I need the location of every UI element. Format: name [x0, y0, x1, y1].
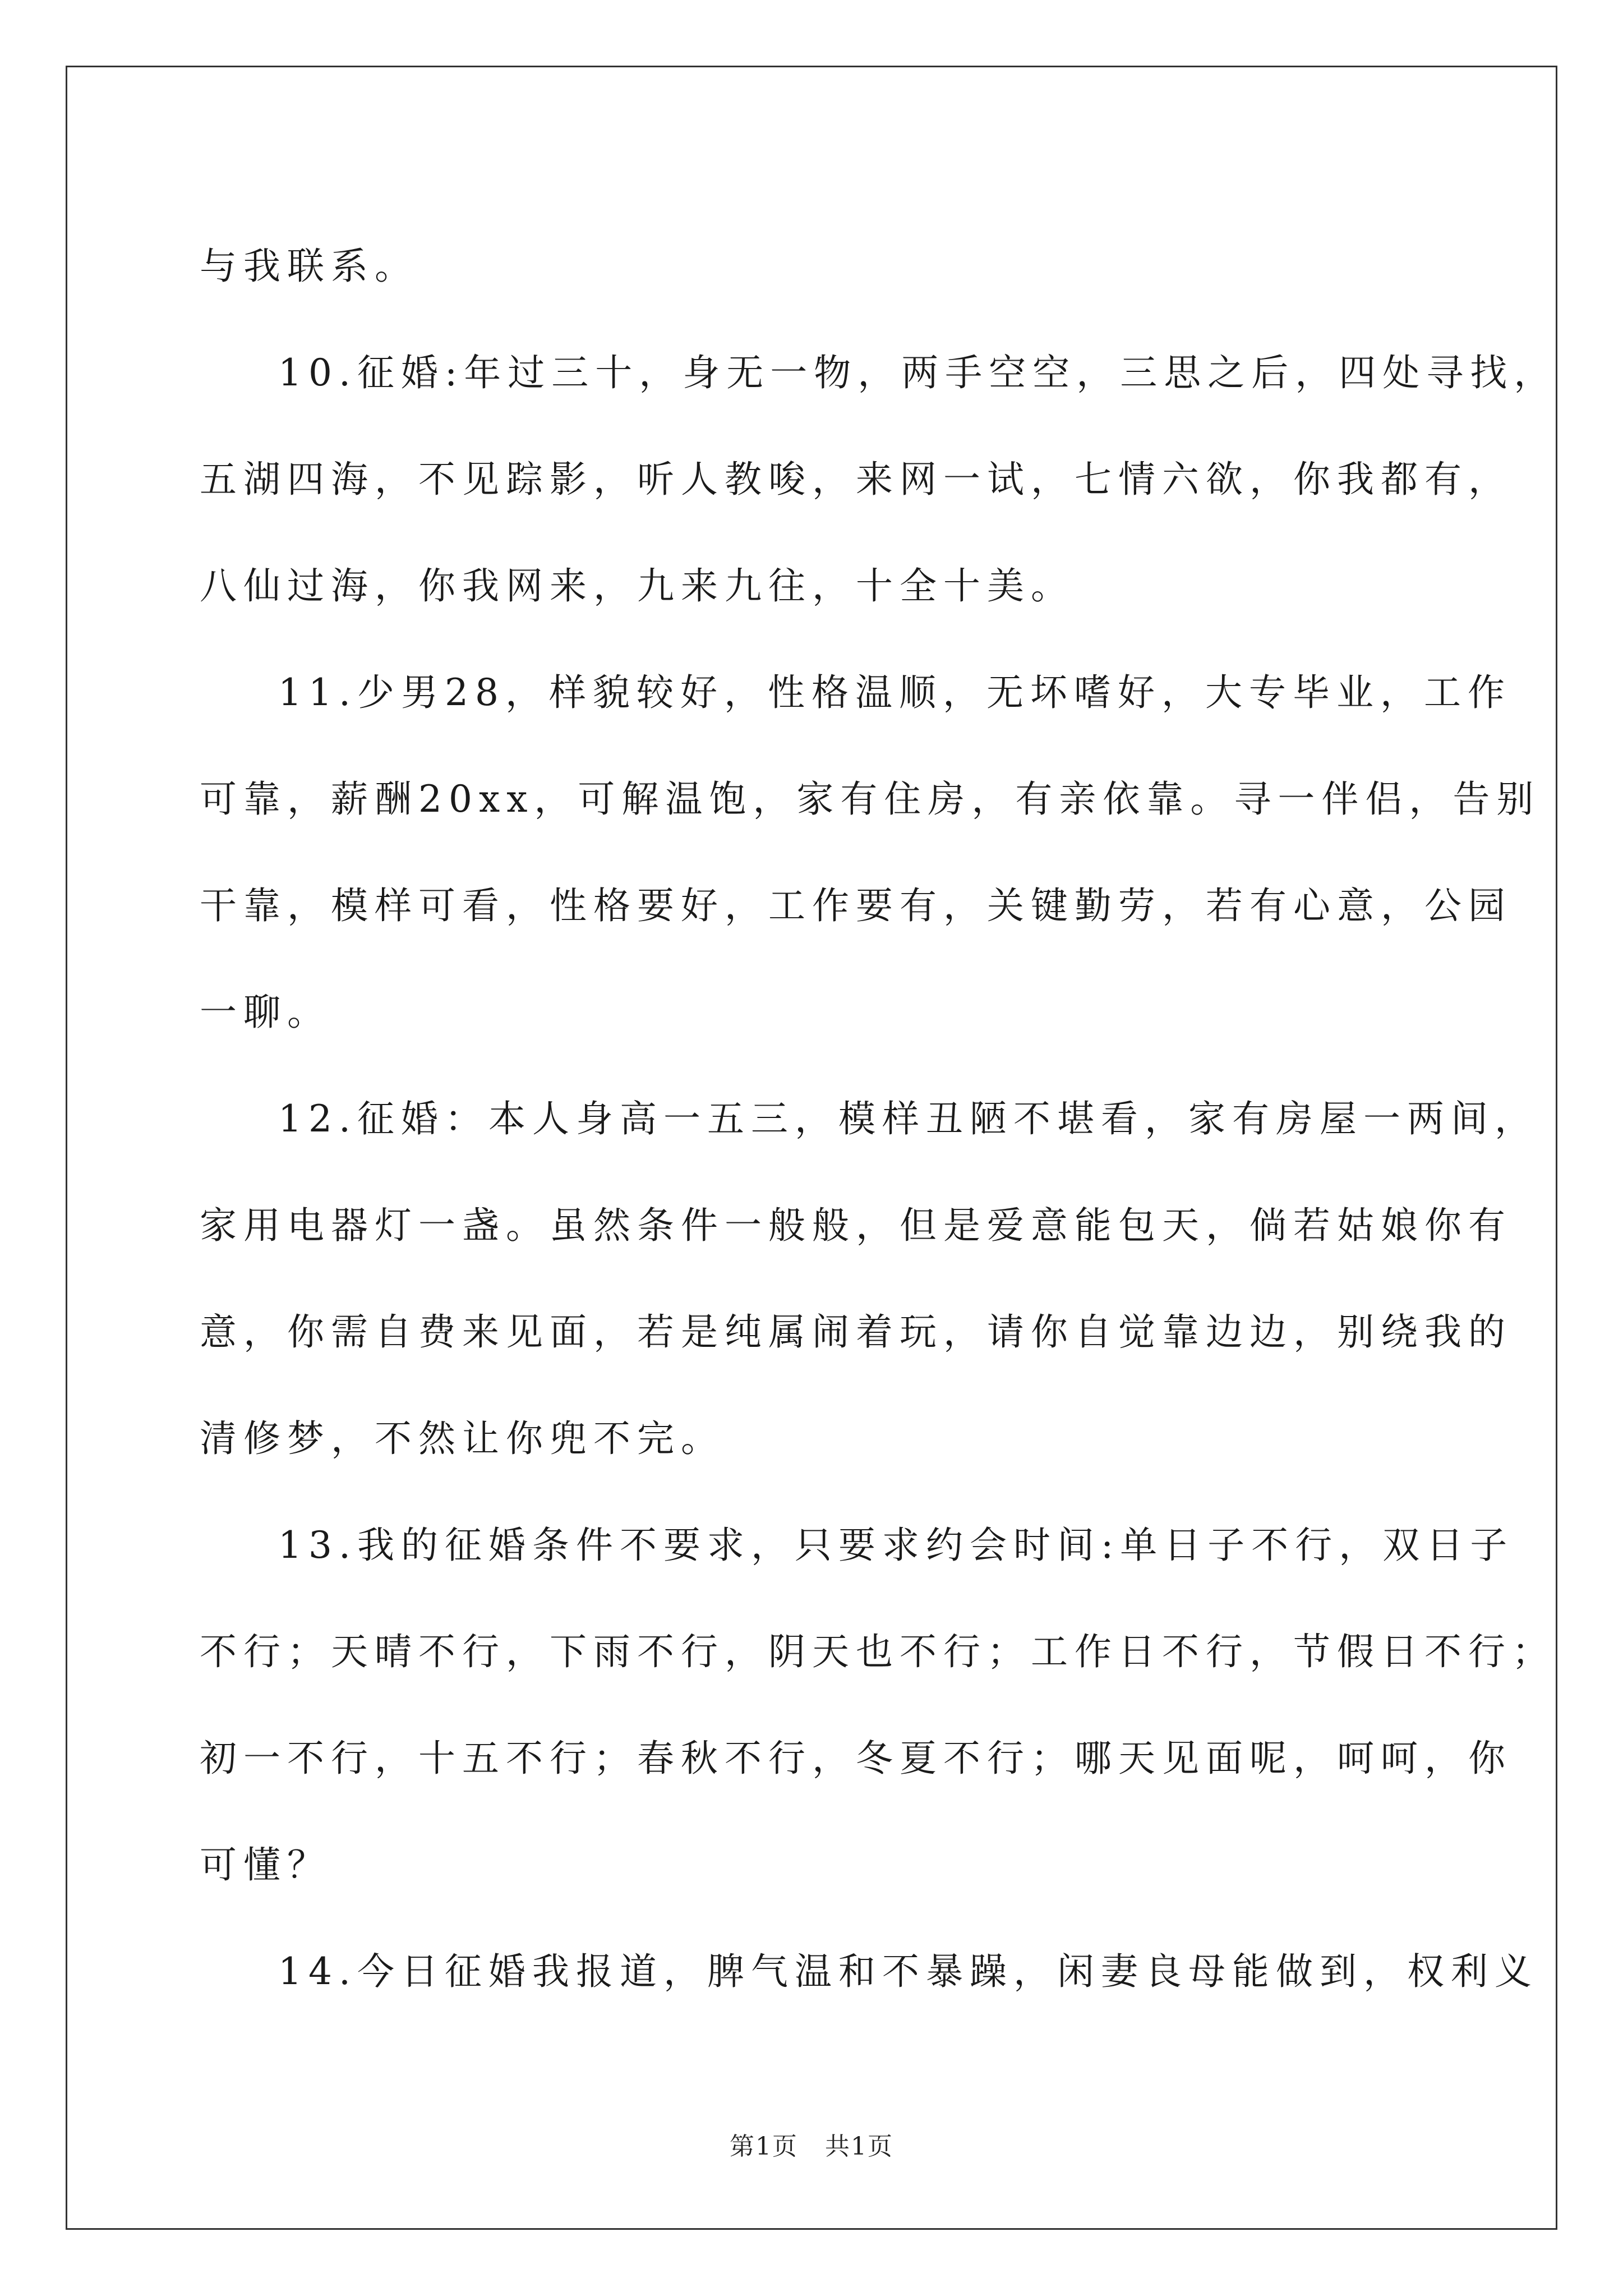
- text-line: 可懂？: [200, 1843, 331, 1887]
- text-line: 干靠，模样可看，性格要好，工作要有，关键勤劳，若有心意，公园: [200, 884, 1512, 927]
- paragraph: [200, 639, 1541, 1066]
- paragraph: [200, 1918, 1538, 2025]
- text-line: 可靠，薪酬20xx，可解温饱，家有住房，有亲依靠。寻一伴侣，告别: [200, 777, 1541, 821]
- page-footer: 第1页 共1页: [730, 2132, 893, 2161]
- text-line: 家用电器灯一盏。虽然条件一般般，但是爱意能包天，倘若姑娘你有: [200, 1204, 1512, 1247]
- text-line: 10.征婚:年过三十，身无一物，两手空空，三思之后，四处寻找，: [278, 351, 1558, 394]
- text-line: 意，你需自费来见面，若是纯属闹着玩，请你自觉靠边边，别绕我的: [200, 1310, 1512, 1354]
- paragraph: [200, 1492, 1556, 1918]
- text-line: 不行；天晴不行，下雨不行，阴天也不行；工作日不行，节假日不行；: [200, 1630, 1556, 1673]
- paragraph: [200, 213, 1433, 320]
- text-line: 初一不行，十五不行；春秋不行，冬夏不行；哪天见面呢，呵呵，你: [200, 1737, 1512, 1780]
- text-line: 12.征婚：本人身高一五三，模样丑陋不堪看，家有房屋一两间，: [278, 1097, 1538, 1140]
- text-line: 清修梦，不然让你兜不完。: [200, 1417, 725, 1460]
- text-line: 13.我的征婚条件不要求，只要求约会时间:单日子不行，双日子: [278, 1524, 1514, 1567]
- text-line: 八仙过海，你我网来，九来九往，十全十美。: [200, 564, 1075, 608]
- text-line: 一聊。: [200, 991, 331, 1034]
- text-line: 五湖四海，不见踪影，听人教唆，来网一试，七情六欲，你我都有，: [200, 458, 1512, 501]
- document-body: [200, 213, 1558, 2025]
- paragraph: [200, 320, 1558, 639]
- paragraph: [200, 1066, 1538, 1492]
- text-line: 与我联系。: [200, 245, 418, 288]
- text-line: 14.今日征婚我报道，脾气温和不暴躁，闲妻良母能做到，权利义: [278, 1950, 1538, 1993]
- text-line: 11.少男28，样貌较好，性格温顺，无坏嗜好，大专毕业，工作: [278, 671, 1511, 714]
